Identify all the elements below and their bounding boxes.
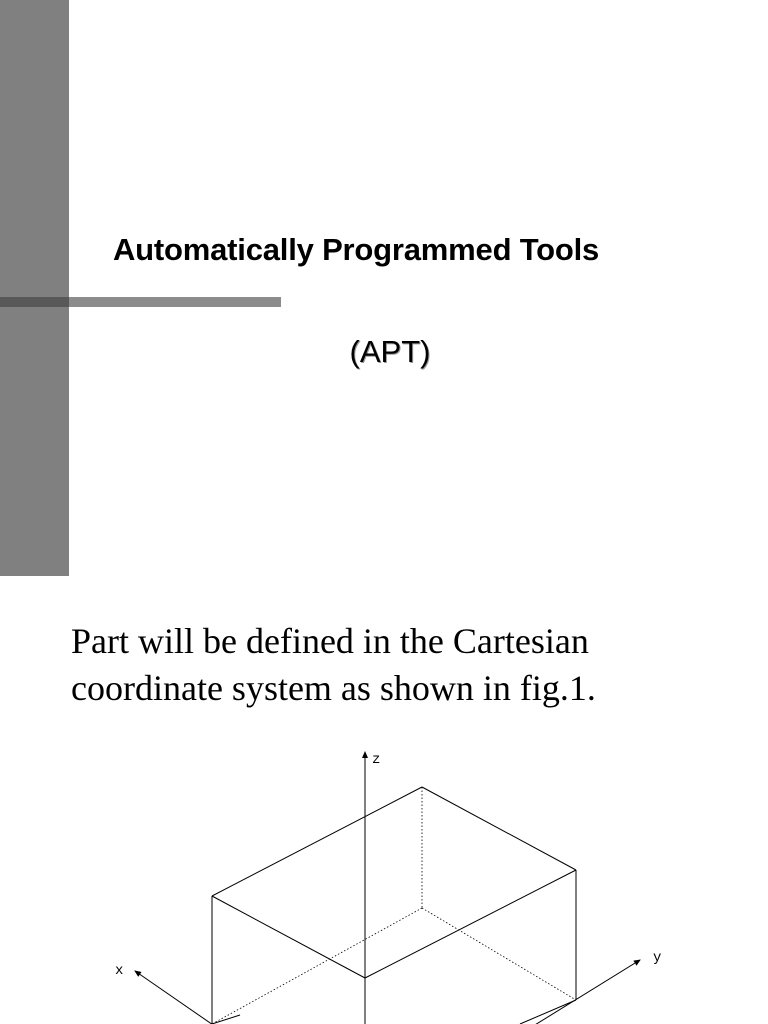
x-axis bbox=[135, 971, 365, 1024]
box-hidden-edges bbox=[212, 787, 576, 1024]
rule-bar-overlap bbox=[0, 297, 69, 307]
y-axis bbox=[365, 960, 640, 1024]
slide-subtitle: (APT) bbox=[349, 334, 431, 369]
x-axis-label: x bbox=[115, 963, 124, 979]
left-accent-bar bbox=[0, 0, 69, 576]
box-solid-edges bbox=[212, 787, 576, 1024]
z-axis-label: z bbox=[372, 752, 381, 768]
cartesian-box-figure bbox=[0, 740, 768, 1024]
body-paragraph bbox=[71, 618, 731, 712]
body-line-1: Part will be defined in the Cartesian bbox=[71, 621, 589, 661]
body-line-2: coordinate system as shown in fig.1. bbox=[71, 668, 596, 708]
slide-title: Automatically Programmed Tools bbox=[113, 232, 600, 267]
y-axis-label: y bbox=[653, 950, 662, 966]
box-bottom-edges bbox=[212, 1000, 576, 1024]
coordinate-axes bbox=[135, 752, 640, 1024]
